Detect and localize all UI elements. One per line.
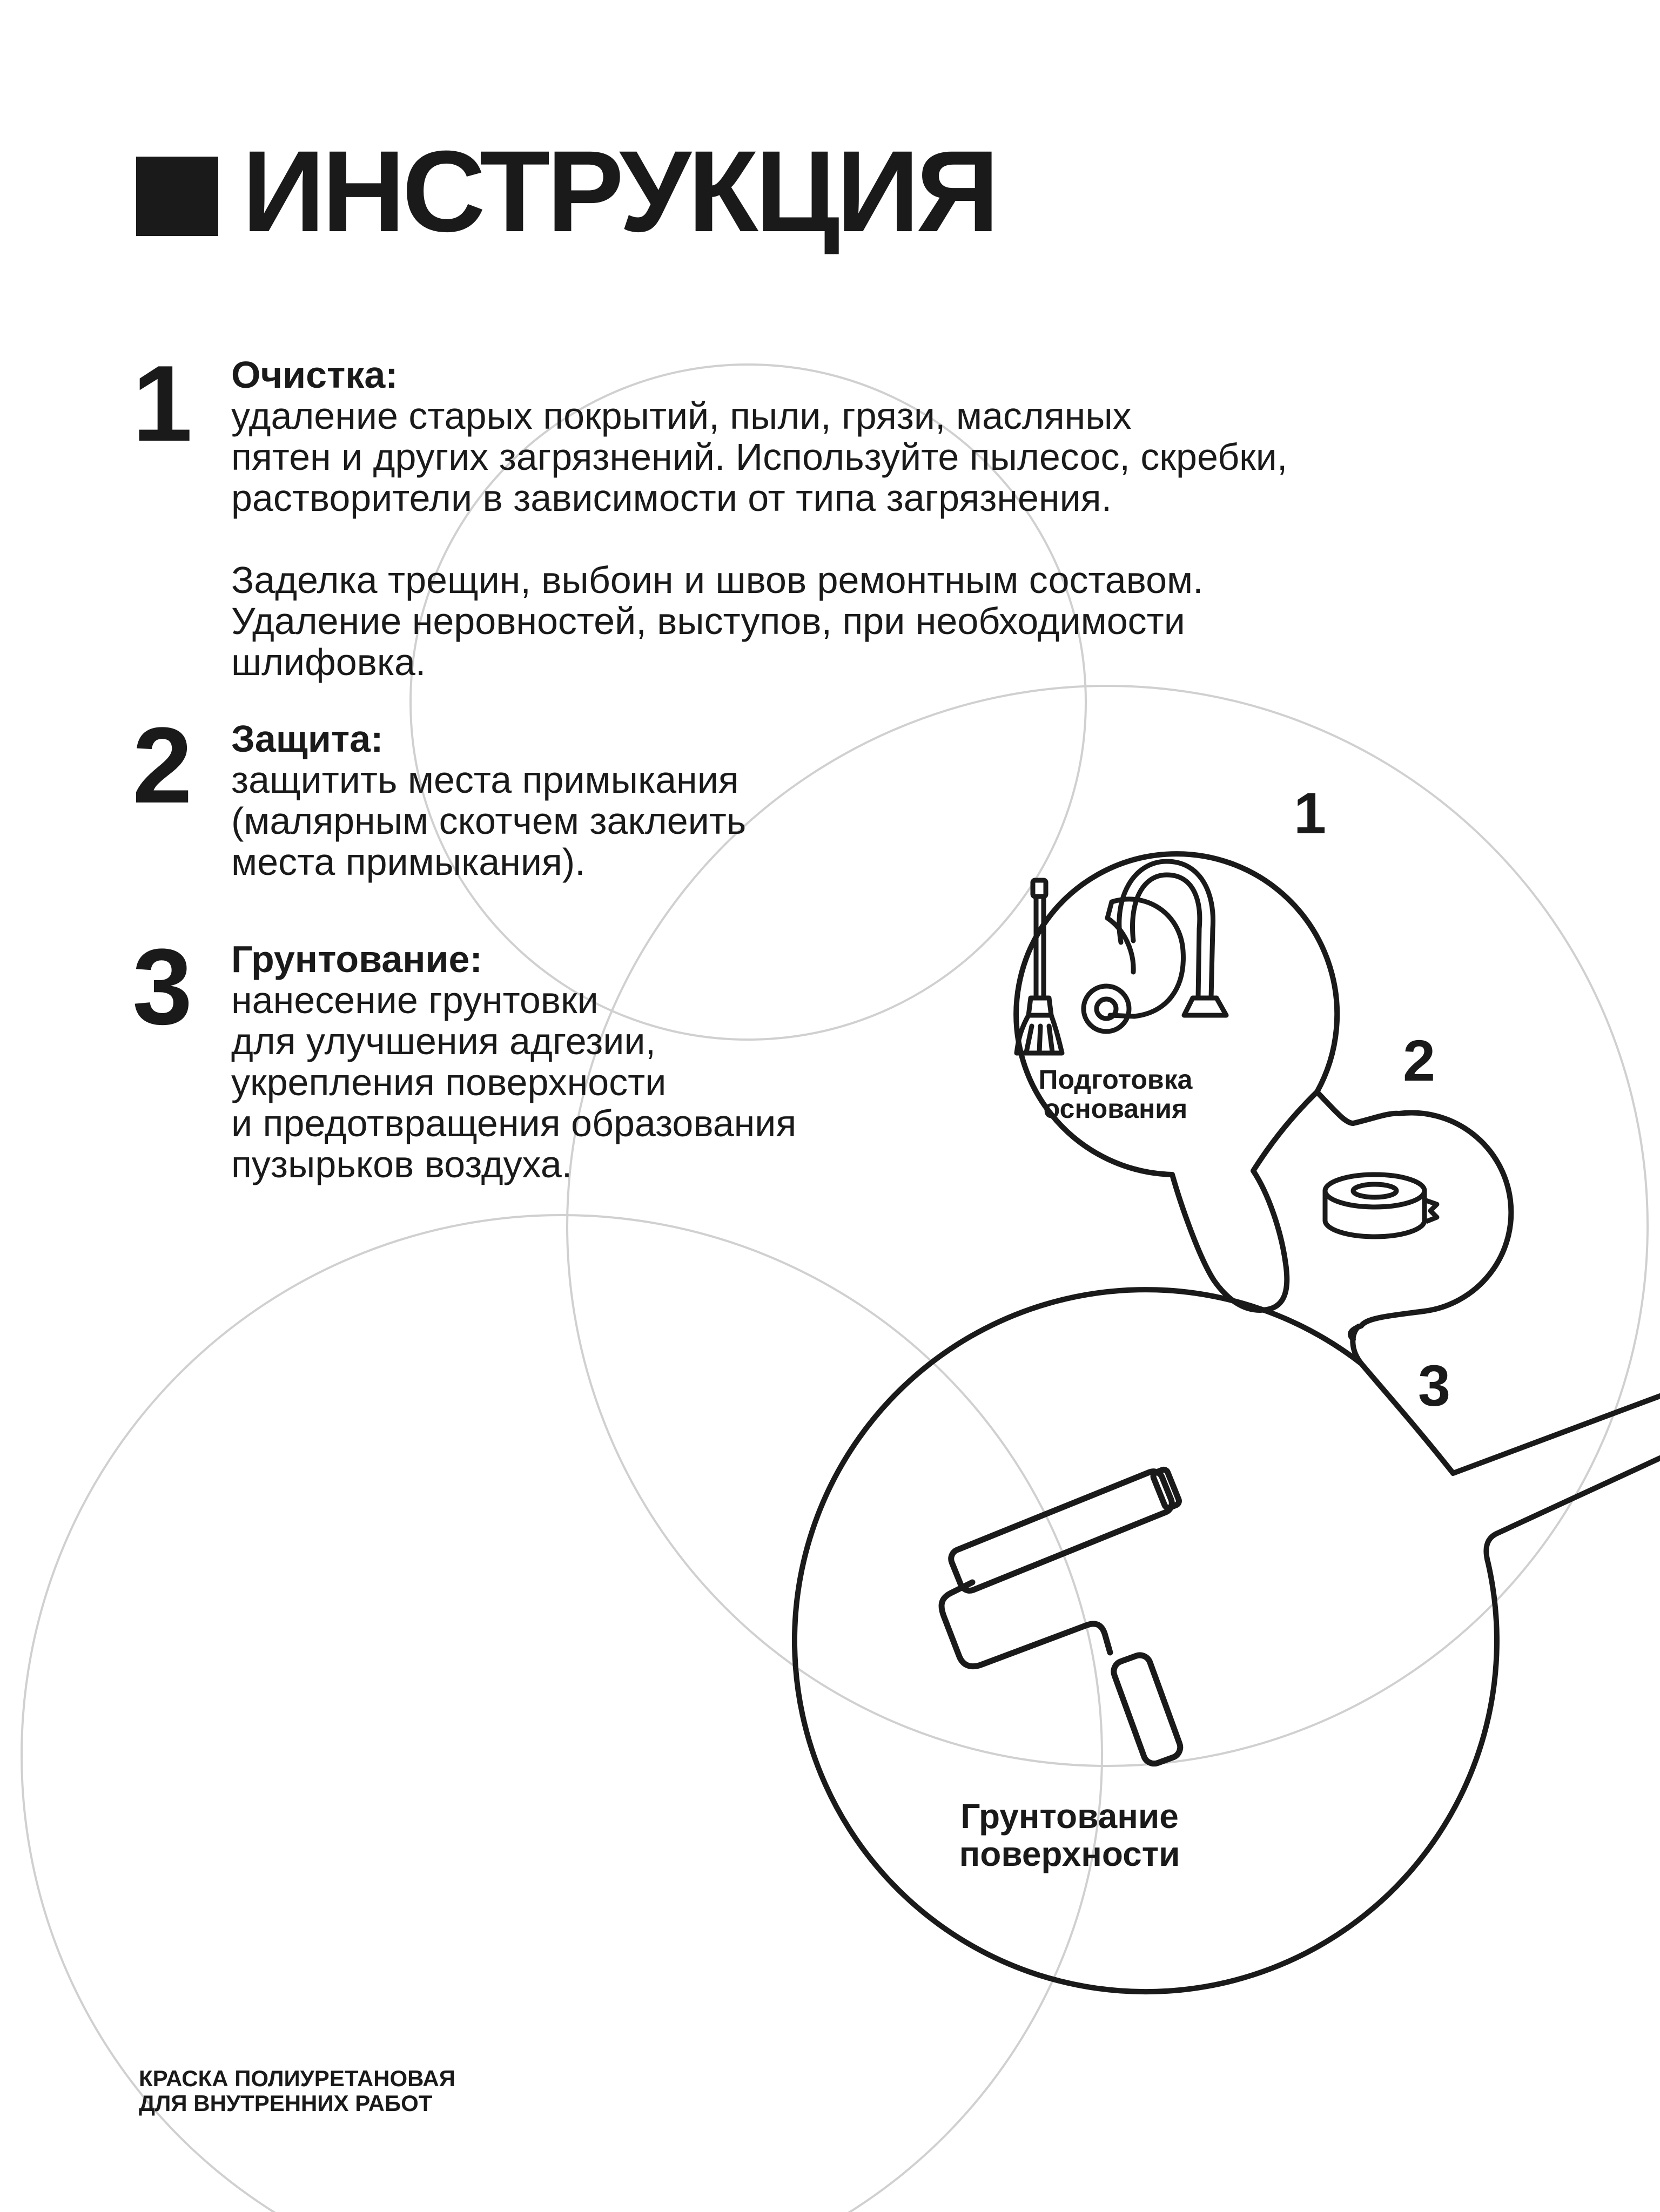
step-3-text: нанесение грунтовки для улучшения адгезии, укрепления поверхности и предотвращения образования пузырьков воздуха. xyxy=(231,979,797,1185)
masking-tape-icon xyxy=(1325,1175,1437,1237)
stage-1-number: 1 xyxy=(1294,780,1327,846)
stage-2-bubble xyxy=(1317,1092,1511,1339)
step-1-number: 1 xyxy=(132,343,193,464)
stage-1-label: Подготовка основания xyxy=(1038,1064,1193,1124)
step-1-heading: Очистка: xyxy=(231,354,398,396)
step-1-extra-text: Заделка трещин, выбоин и швов ремонтным составом. Удаление неровностей, выступов, при необходимости шлифовка. xyxy=(231,559,1204,683)
vacuum-cleaner-icon xyxy=(1084,861,1226,1031)
product-name-footer: КРАСКА ПОЛИУРЕТАНОВАЯ ДЛЯ ВНУТРЕННИХ РАБОТ xyxy=(139,2066,455,2116)
step-3-number: 3 xyxy=(132,927,193,1047)
stage-3-bubble xyxy=(795,1290,1660,1992)
page-title: ИНСТРУКЦИЯ xyxy=(242,127,996,256)
step-3-heading: Грунтование: xyxy=(231,938,482,980)
step-2-number: 2 xyxy=(132,705,193,826)
stage-2-number: 2 xyxy=(1403,1028,1436,1093)
step-2-heading: Защита: xyxy=(231,718,384,760)
stage-3-label: Грунтование поверхности xyxy=(959,1797,1180,1873)
stage-3-number: 3 xyxy=(1418,1353,1451,1418)
step-1-text: удаление старых покрытий, пыли, грязи, масляных пятен и других загрязнений. Используйте пылесос, скребки, растворители в зависимости от типа загрязнения. xyxy=(231,395,1288,519)
step-2-text: защитить места примыкания (малярным скотчем заклеить места примыкания). xyxy=(231,759,747,883)
paint-roller-icon xyxy=(942,1466,1183,1766)
